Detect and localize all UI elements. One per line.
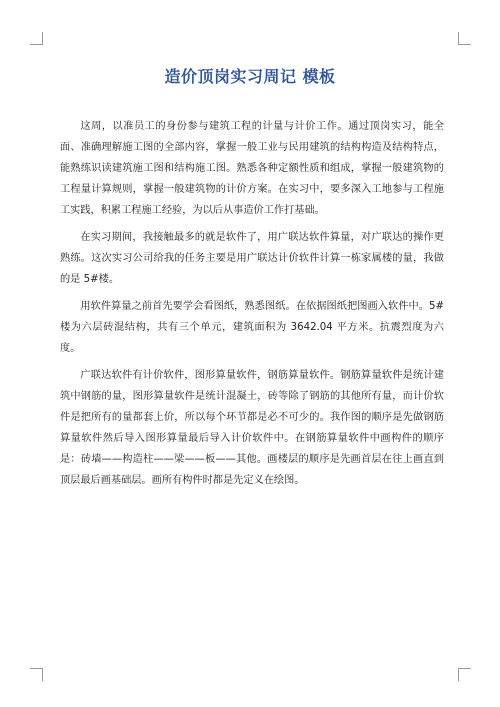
crop-mark-bottom-right	[458, 668, 471, 681]
paragraph-4: 广联达软件有计价软件，图形算量软件，钢筋算量软件。钢筋算量软件是统计建筑中钢筋的量，图形算量软件是统计混凝土，砖等除了钢筋的其他所有量，而计价软件是把所有的量都套上价，所以每个环节都是必不可少的。我作图的顺序是先做钢筋算量软件然后导入图形算量最后导入计价软件中。在钢筋算量软件中画构件的顺序是：砖墙——构造柱——梁——板——其他。画楼层的顺序是先画首层在往上画直到顶层最后画基础层。画所有构件时都是先定义在绘图。	[60, 370, 444, 486]
crop-mark-top-left	[30, 32, 43, 45]
crop-mark-bottom-left	[30, 668, 43, 681]
paragraph-2: 在实习期间，我接触最多的就是软件了，用广联达软件算量，对广联达的操作更熟练。这次实习公司给我的任务主要是用广联达计价软件计算一栋家属楼的量，我做的是 5#楼。	[60, 232, 444, 285]
document-title: 造价顶岗实习周记 模板	[164, 67, 336, 86]
document-body	[60, 116, 444, 497]
paragraph-1: 这周，以准员工的身份参与建筑工程的计量与计价工作。通过顶岗实习，能全面、准确理解施工图的全部内容，掌握一般工业与民用建筑的结构构造及结构特点，能熟练识读建筑施工图和结构施工图。熟悉各种定额性质和组成，掌握一般建筑物的工程量计算规则，掌握一般建筑物的计价方案。在实习中，要多深入工地参与工程施工实践，积累工程施工经验，为以后从事造价工作打基础。	[60, 121, 444, 216]
paragraph-3: 用软件算量之前首先要学会看图纸，熟悉图纸。在依据图纸把图画入软件中。5#楼为六层砖混结构，共有三个单元，建筑面积为 3642.04 平方米。抗震烈度为六度。	[60, 301, 444, 354]
crop-mark-top-right	[458, 32, 471, 45]
